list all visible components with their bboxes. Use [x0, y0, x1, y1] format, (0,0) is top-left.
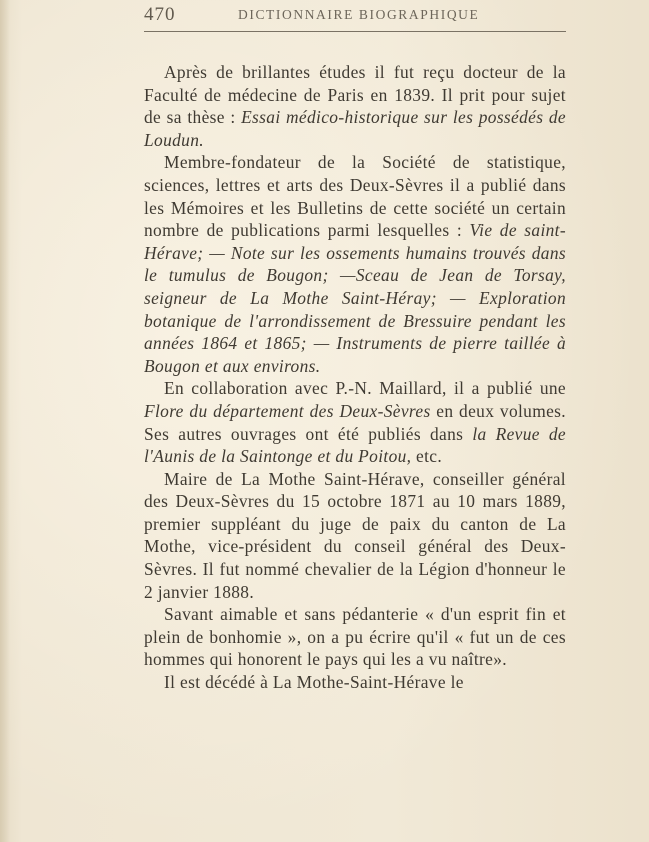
running-head: DICTIONNAIRE BIOGRAPHIQUE	[238, 7, 480, 22]
paragraph-offices	[144, 468, 566, 604]
page-header	[144, 4, 566, 28]
page-number: 470	[144, 4, 176, 25]
flora-title: Flore du département des Deux-Sèvres	[144, 400, 431, 421]
paragraph-text: Maire de La Mothe Saint-Hérave, conseiller général des Deux-Sèvres du 15 octobre 1871 au 10 mars 1889, premier suppléant du juge de paix du canton de La Mothe, vice-président du conseil général des Deux-Sèvres. Il fut nommé chevalier de la Légion d'honneur le 2 janvier 1888.	[144, 468, 566, 602]
publication-titles: Vie de saint-Hérave; — Note sur les ossements humains trouvés dans le tumulus de Bougon; —Sceau de Jean de Torsay, seigneur de La Mothe Saint-Héray; — Exploration botanique de l'arrondissement de Bressuire pendant les années 1864 et 1865; — Instruments de pierre taillée à Bougon et aux environs.	[144, 220, 566, 376]
paragraph-text: Il est décédé à La Mothe-Saint-Hérave le	[164, 672, 464, 693]
paragraph-publications	[144, 151, 566, 377]
paragraph-character	[144, 603, 566, 671]
paragraph-text: etc.	[411, 446, 443, 467]
paragraph-death	[144, 671, 566, 694]
paragraph-collaboration	[144, 377, 566, 467]
paragraph-text: Savant aimable et sans pédanterie « d'un esprit fin et plein de bonhomie », on a pu écrire qu'il « fut un de ces hommes qui honorent le pays qui les a vu naître».	[144, 604, 566, 670]
header-rule	[144, 31, 566, 32]
review-title: la Revue de l'Aunis de la Saintonge et du Poitou,	[144, 423, 566, 467]
biography-text	[144, 61, 566, 694]
page-binding-shadow	[0, 0, 10, 842]
paragraph-text: Membre-fondateur de la Société de statistique, sciences, lettres et arts des Deux-Sèvres il a publié dans les Mémoires et les Bulletins de cette société un certain nombre de publications parmi lesquelles :	[144, 152, 566, 241]
thesis-title: Essai médico-historique sur les possédés de Loudun.	[144, 107, 566, 150]
paragraph-text: en deux volumes. Ses autres ouvrages ont été publiés dans	[144, 400, 566, 444]
paragraph-text: En collaboration avec P.-N. Maillard, il a publié une	[164, 378, 566, 399]
paragraph-text: Après de brillantes études il fut reçu docteur de la Faculté de médecine de Paris en 1839. Il prit pour sujet de sa thèse :	[144, 62, 566, 128]
paragraph-doctorate	[144, 61, 566, 151]
